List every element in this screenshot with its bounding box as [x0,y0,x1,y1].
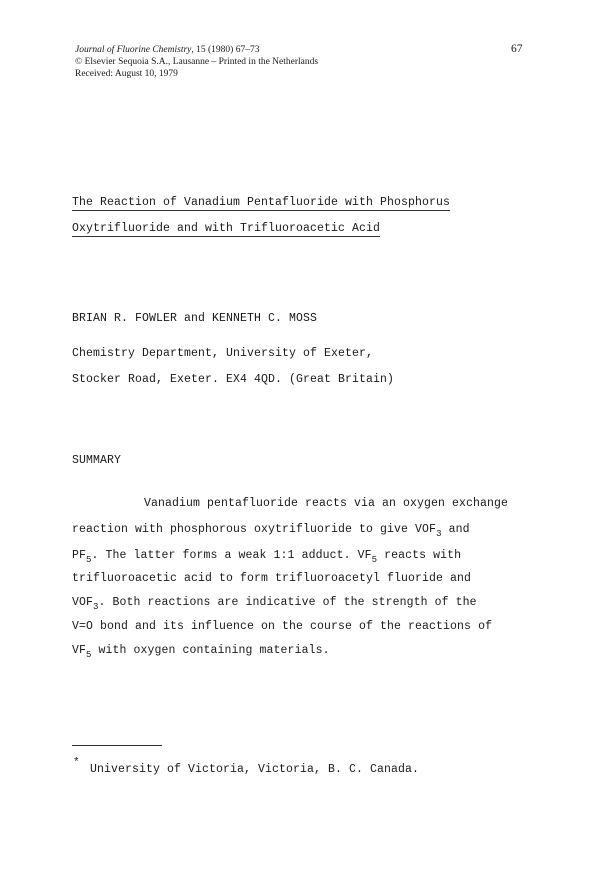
affiliation-line-2: Stocker Road, Exeter. EX4 4QD. (Great Britain) [72,373,395,386]
summary-line [72,549,462,565]
journal-name: Journal of Fluorine Chemistry [75,45,192,55]
journal-header [75,44,318,80]
subscript: 3 [93,602,99,612]
summary-text: VOF [72,596,94,609]
subscript: 5 [371,555,378,565]
affiliation-line-1: Chemistry Department, University of Exeter, [72,347,374,360]
received-date: Received: August 10, 1979 [75,69,178,79]
footnote-text: University of Victoria, Victoria, B. C. Canada. [90,763,420,776]
summary-line [72,620,492,633]
summary-heading: SUMMARY [72,454,122,467]
authors: BRIAN R. FOWLER and KENNETH C. MOSS [72,312,318,325]
summary-text: V=O bond and its influence on the course of the reactions of [72,620,493,633]
summary-line [72,572,471,585]
subscript: 5 [86,650,92,660]
summary-line [72,596,477,612]
summary-line [144,497,508,510]
summary-text: VF [72,644,87,657]
summary-text: reaction with phosphorous oxytrifluoride to give VOF [72,523,437,536]
journal-details: , 15 (1980) 67–73 [191,45,260,55]
summary-text: reacts with [377,549,462,562]
summary-line [72,523,470,539]
subscript: 5 [86,555,92,565]
title-line-1: The Reaction of Vanadium Pentafluoride with Phosphorus [72,196,451,209]
summary-text: trifluoroacetic acid to form trifluoroacetyl fluoride and [72,572,472,585]
footnote-marker: * [73,757,80,769]
summary-text: . The latter forms a weak 1:1 adduct. VF [91,549,372,562]
footnote-rule [72,745,162,746]
publisher-line: © Elsevier Sequoia S.A., Lausanne – Printed in the Netherlands [75,57,319,67]
summary-text: with oxygen containing materials. [91,644,330,657]
title-line-2: Oxytrifluoride and with Trifluoroacetic Acid [72,222,381,235]
summary-text: PF [72,549,87,562]
summary-text: and [441,523,470,536]
summary-text: Vanadium pentafluoride reacts via an oxygen exchange [144,497,509,510]
summary-line [72,644,330,660]
summary-text: . Both reactions are indicative of the strength of the [98,596,477,609]
subscript: 3 [436,529,442,539]
page-number: 67 [511,43,523,55]
